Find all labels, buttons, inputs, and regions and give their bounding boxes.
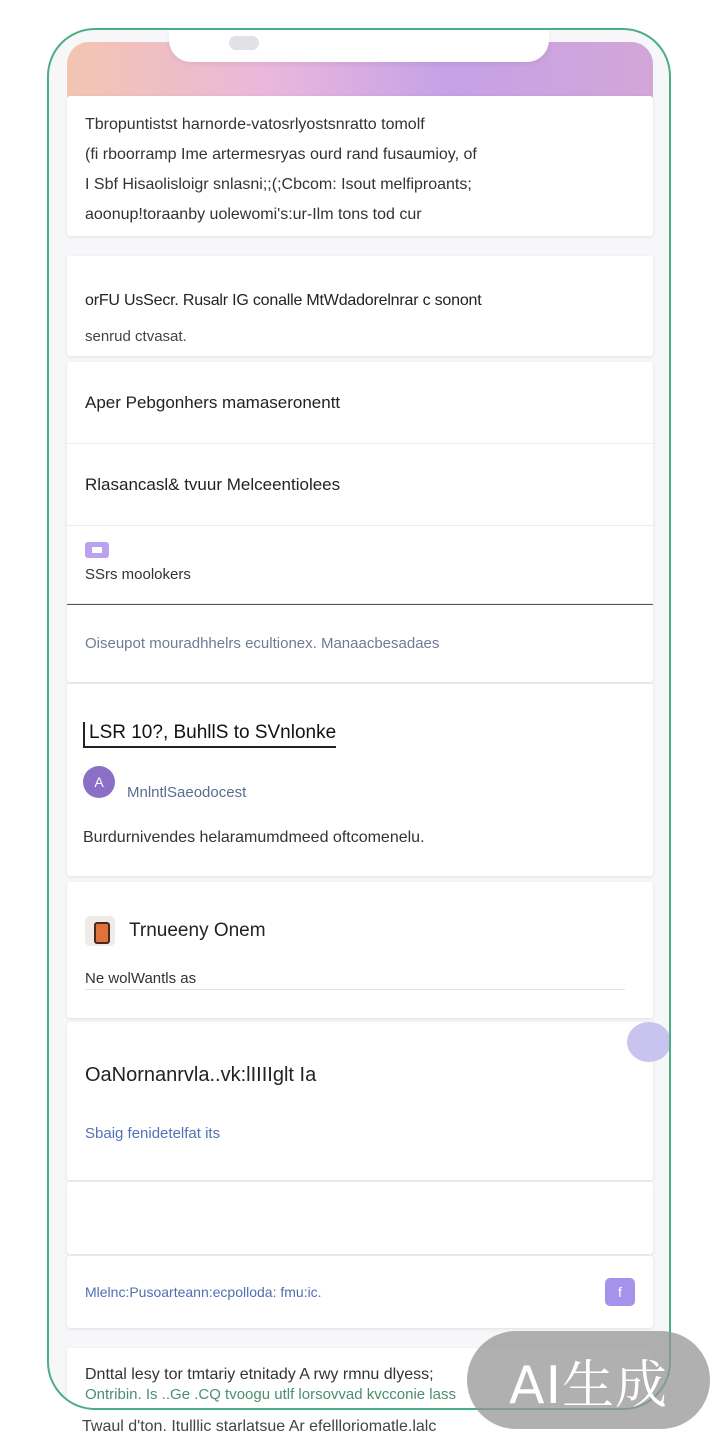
top-notch [169,30,549,62]
feature-title: OaNornanrvla..vk:lIIIIglt Ia [85,1064,317,1086]
member-card [67,684,653,876]
intro-card [67,96,653,236]
bottom-line: Dnttal lesy tor tmtariy etnitady A rwy rmnu dlyess; [85,1366,434,1383]
note-card [67,256,653,356]
intro-line: aoonup!toraanby uolewomi's:ur-Ilm tons tod cur [85,206,422,223]
list-item-label: SSrs moolokers [85,566,191,583]
list-item-models[interactable] [67,526,653,604]
list-info-text: Oiseupot mouradhhelrs ecultionex. Manaacbesadaes [67,604,653,682]
note-title: orFU UsSecr. Rusalr IG conalle MtWdadorelnrar c sonont [85,292,482,309]
intro-line: Tbropuntistst harnorde-vatosrlyostsnratto tomolf [85,116,425,133]
list-item-peoples[interactable]: Aper Pebgonhers mamaseronentt [67,362,653,444]
feature-link[interactable]: Sbaig fenidetelfat its [85,1125,221,1142]
camera-dot [229,36,259,50]
contact-card[interactable] [67,882,653,1018]
overflow-text: Twaul d'ton. Itulllic starlatsue Ar efellloriomatle.lalc [82,1418,437,1435]
list-item-resources[interactable]: Rlasancasl& tvuur Melceentiolees [67,444,653,526]
empty-card [67,1182,653,1254]
ai-watermark: AI生成 [467,1331,710,1429]
contact-name: Trnueeny Onem [129,920,266,941]
member-heading[interactable]: LSR 10?, BuhllS to SVnlonke [83,722,336,748]
contact-row [85,916,635,946]
contact-meta: Ne wolWantls as [85,970,625,990]
tag-icon [85,542,109,558]
note-subtitle: senrud ctvasat. [85,328,187,345]
info-button[interactable]: f [605,1278,635,1306]
bottom-link[interactable]: Ontribin. Is ..Ge .CQ tvoogu utlf lorsovvad kvcconie lass [85,1386,456,1403]
phone-icon [85,916,115,946]
member-handle[interactable]: MnlntlSaeodocest [127,784,247,801]
phone-frame [47,28,671,1410]
avatar[interactable]: A [83,766,115,798]
settings-list [67,362,653,682]
floating-bubble[interactable] [627,1022,671,1062]
footer-label[interactable]: Mlelnc:Pusoarteann:ecpolloda: fmu:ic. [85,1284,322,1300]
intro-line: (fi rboorramp Ime artermesryas ourd rand fusaumioy, of [85,146,477,163]
footer-card [67,1256,653,1328]
member-row [83,766,637,801]
member-description: Burdurnivendes helaramumdmeed oftcomenelu. [83,829,425,846]
intro-line: I Sbf Hisaolisloigr snlasni;;(;Cbcom: Isout melfiproants; [85,176,472,193]
feature-card [67,1022,653,1180]
